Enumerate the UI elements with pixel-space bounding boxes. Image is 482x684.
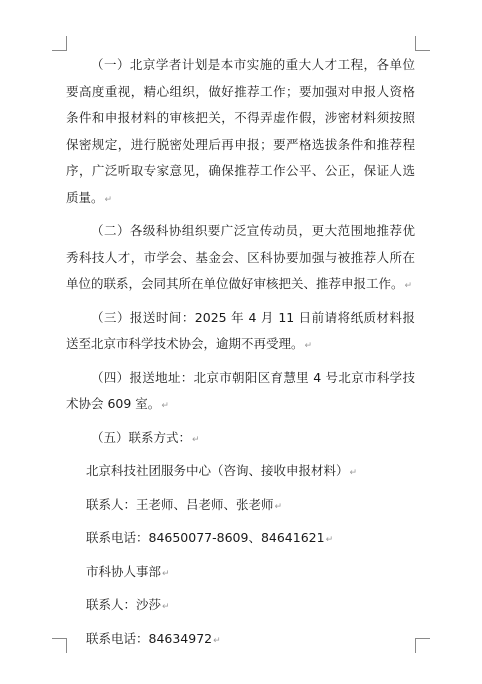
paragraph-mark-icon: ↵ <box>213 635 221 646</box>
contact-line-6 <box>66 626 415 655</box>
paragraph-1-text: （一）北京学者计划是本市实施的重大人才工程，各单位要高度重视，精心组织，做好推荐工作；要加强对申报人资格条件和申报材料的审核把关，不得弄虚作假，涉密材料须按照保密规定，进行脱密处理后再申报；要严格选拔条件和推荐程序，广泛听取专家意见，确保推荐工作公平、公正，保证人选质量。 <box>66 57 415 205</box>
paragraph-mark-icon: ↵ <box>104 194 113 205</box>
crop-mark-bottom-left <box>52 638 67 653</box>
paragraph-5-text: （五）联系方式： <box>91 429 192 445</box>
contact-person-2: 联系人：沙莎 <box>86 597 162 612</box>
paragraph-mark-icon: ↵ <box>304 341 313 351</box>
contact-line-2 <box>66 492 415 521</box>
contact-phone-2: 联系电话：84634972 <box>86 630 213 646</box>
paragraph-3 <box>66 305 415 360</box>
paragraph-3-text: （三）报送时间：2025 年 4 月 11 日前请将纸质材料报送至北京市科学技术协会，逾期不再受理。 <box>66 309 415 351</box>
paragraph-mark-icon: ↵ <box>192 434 200 445</box>
contact-line-4 <box>66 559 415 588</box>
contact-org: 北京科技社团服务中心（咨询、接收申报材料） <box>86 463 349 478</box>
paragraph-5 <box>66 425 415 454</box>
contact-line-1 <box>66 458 415 487</box>
paragraph-4-text: （四）报送地址：北京市朝阳区育慧里 4 号北京市科学技术协会 609 室。 <box>66 369 415 411</box>
contact-persons: 联系人：王老师、吕老师、张老师 <box>86 496 274 512</box>
paragraph-mark-icon: ↵ <box>274 501 283 512</box>
contact-phone: 联系电话：84650077-8609、84641621 <box>86 530 325 545</box>
contact-dept: 市科协人事部 <box>86 563 162 579</box>
paragraph-1 <box>66 52 415 213</box>
paragraph-mark-icon: ↵ <box>162 568 170 579</box>
crop-mark-bottom-right <box>415 638 430 653</box>
paragraph-mark-icon: ↵ <box>325 535 334 545</box>
paragraph-mark-icon: ↵ <box>349 468 358 478</box>
paragraph-2 <box>66 218 415 300</box>
paragraph-mark-icon: ↵ <box>161 401 169 411</box>
paragraph-mark-icon: ↵ <box>404 281 413 291</box>
paragraph-4 <box>66 365 415 420</box>
paragraph-mark-icon: ↵ <box>162 602 170 612</box>
contact-line-5 <box>66 592 415 621</box>
crop-mark-top-left <box>52 36 67 51</box>
document-body <box>66 52 415 659</box>
paragraph-2-text: （二）各级科协组织要广泛宣传动员，更大范围地推荐优秀科技人才，市学会、基金会、区科协要加强与被推荐人所在单位的联系，会同其所在单位做好审核把关、推荐申报工作。 <box>66 223 415 291</box>
contact-line-3 <box>66 525 415 554</box>
crop-mark-top-right <box>415 36 430 51</box>
